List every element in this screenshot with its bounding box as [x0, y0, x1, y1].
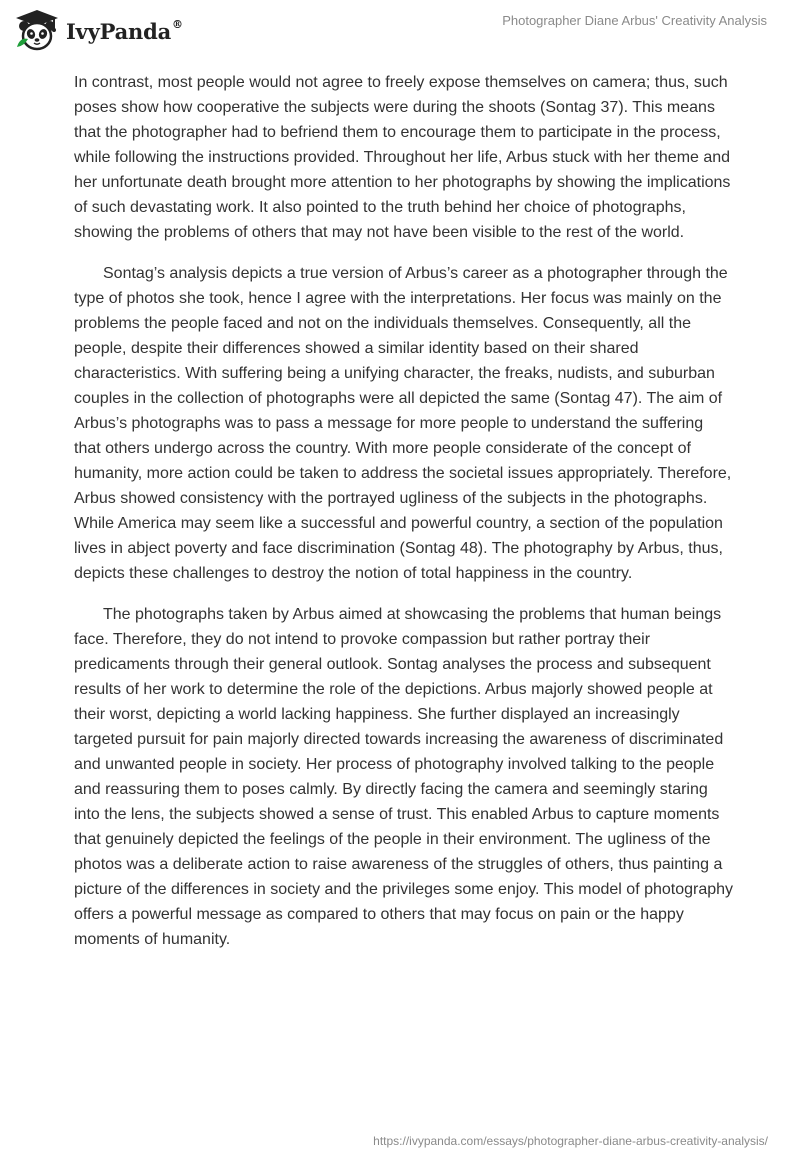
- brand-name: IvyPanda®: [66, 17, 183, 44]
- paragraph: The photographs taken by Arbus aimed at showcasing the problems that human beings face. Therefore, they do not intend to provoke compassion but rather portray their predicaments through their general outlook. Sontag analyses the process and subsequent results of her work to determine the role of the depictions. Arbus majorly showed people at their worst, depicting a world lacking happiness. She further displayed an increasingly targeted pursuit for pain majorly directed towards increasing the awareness of discriminated and unwanted people in society. Her process of photography involved talking to the people and reassuring them to poses calmly. By directly facing the camera and seemingly staring into the lens, the subjects showed a sense of trust. This enabled Arbus to capture moments that genuinely depicted the feelings of the people in their environment. The ugliness of the photos was a deliberate action to raise awareness of the struggles of others, thus painting a picture of the differences in society and the privileges some enjoy. This model of photography offers a powerful message as compared to others that may focus on pain or the happy moments of humanity.: [74, 606, 734, 948]
- page-header: [0, 0, 800, 64]
- ivypanda-logo[interactable]: [14, 9, 183, 51]
- source-url[interactable]: https://ivypanda.com/essays/photographer-diane-arbus-creativity-analysis/: [373, 1134, 768, 1148]
- paragraph: In contrast, most people would not agree to freely expose themselves on camera; thus, such poses show how cooperative the subjects were during the shoots (Sontag 37). This means that the photographer had to befriend them to encourage them to participate in the process, while following the instructions provided. Throughout her life, Arbus stuck with her theme and her unfortunate death brought more attention to her photographs by showing the implications of such devastating work. It also pointed to the truth behind her choice of photographs, showing the problems of others that may not have been visible to the rest of the world.: [74, 74, 731, 241]
- document-title: Photographer Diane Arbus' Creativity Analysis: [502, 13, 767, 28]
- paragraph: Sontag’s analysis depicts a true version of Arbus’s career as a photographer through the type of photos she took, hence I agree with the interpretations. Her focus was mainly on the problems the people faced and not on the individuals themselves. Consequently, all the people, despite their differences showed a similar identity based on their shared characteristics. With suffering being a unifying character, the freaks, nudists, and suburban couples in the collection of photographs were all depicted the same (Sontag 47). The aim of Arbus’s photographs was to pass a message for more people to understand the suffering that others undergo across the country. With more people considerate of the concept of humanity, more action could be taken to address the societal issues appropriately. Therefore, Arbus showed consistency with the portrayed ugliness of the subjects in the photographs. While America may seem like a successful and powerful country, a section of the population lives in abject poverty and face discrimination (Sontag 48). The photography by Arbus, thus, depicts these challenges to destroy the notion of total happiness in the country.: [74, 265, 732, 582]
- essay-content: [74, 70, 734, 968]
- panda-graduation-cap-icon: [14, 9, 60, 51]
- registered-mark: ®: [172, 17, 183, 31]
